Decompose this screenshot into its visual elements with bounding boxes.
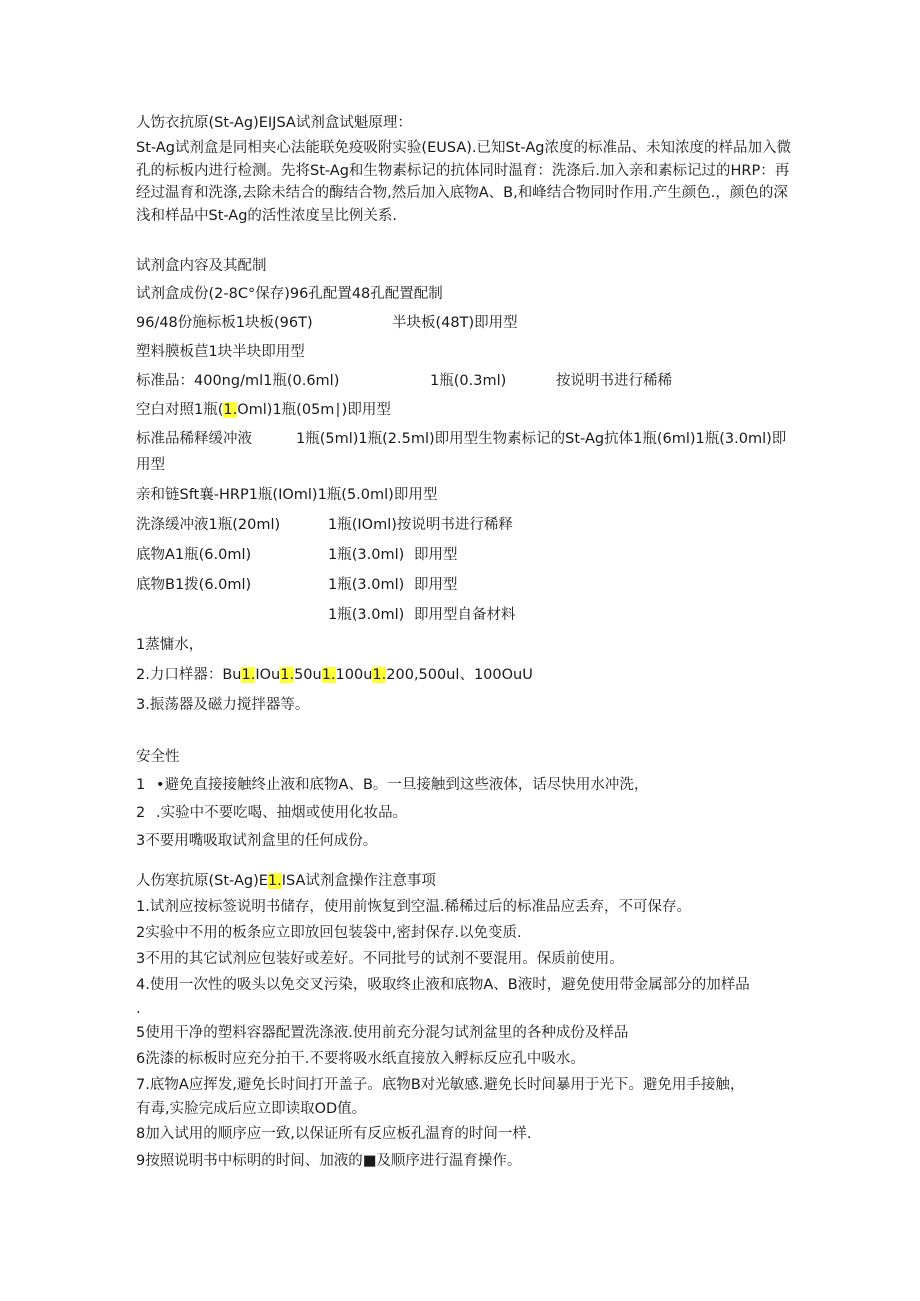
blank-text-post: Oml)1瓶(05m∣)即用型 (237, 402, 391, 418)
notes-title (136, 868, 796, 894)
notes-title-highlight: 1. (267, 873, 282, 889)
kit-row-substrate-b (136, 570, 796, 600)
kit-header-row: 试剂盒成份(2-8C°保存)96孔配置48孔配置配制 (136, 286, 443, 302)
kit-row-diluent (136, 425, 796, 454)
material-water: 1蒸慵水， (136, 637, 204, 653)
note-7-cont: 有毒,实脸完成后应立即读取OD值。 (136, 1101, 367, 1117)
pipette-part-5: 200,500ul、100OuU (386, 667, 533, 683)
kit-row-blank (136, 396, 796, 425)
safety-item-2 (136, 799, 796, 827)
document-page (136, 112, 796, 1174)
notes-title-pre: 人伤寒抗原(St-Ag)E (136, 873, 268, 889)
blank-highlight: 1. (223, 402, 238, 418)
note-8: 8加入试用的顺序应一致,以保证所有反应板孔温育的时间一样. (136, 1126, 532, 1142)
pipette-highlight-2: 1. (280, 667, 295, 683)
principle-title: 人饬衣抗原(St-Ag)EIJSA试剂盒试魁原理： (136, 115, 412, 131)
note-5: 5使用干净的塑料容器配置洗涤液.使用前充分混匀试剂盆里的各种成份及样品 (136, 1025, 629, 1041)
subB-cell-b: 1瓶(3.0ml) (328, 577, 405, 593)
pipette-part-1: 2.力口样器：Bu (136, 667, 242, 683)
pipette-part-3: 50u (294, 667, 322, 683)
wash-cell-a: 洗涤缓冲液1瓶(20ml) (136, 517, 281, 533)
plate-cell-b: 半块板(48T)即用型 (392, 315, 518, 331)
pipette-part-4: 100u (335, 667, 373, 683)
wash-cell-b: 1瓶(IOml)按说明书进行稀释 (328, 517, 513, 533)
safety-item-3: 3不要用嘴吸取试剂盒里的任何成份。 (136, 833, 378, 849)
kit-row-stop (136, 600, 796, 630)
standard-cell-b: 1瓶(0.3ml) (430, 373, 507, 389)
stop-cell-b: 1瓶(3.0ml) (328, 607, 405, 623)
note-4-cont: . (136, 1001, 141, 1017)
plate-cell-a: 96/48份施标板1块板(96T) (136, 315, 313, 331)
stop-cell-c: 即用型自备材料 (414, 607, 516, 623)
safety-title: 安全性 (136, 749, 180, 765)
subA-cell-c: 即用型 (414, 547, 458, 563)
pipette-part-2: IOu (255, 667, 281, 683)
standard-cell-c: 按说明书进行稀稀 (556, 373, 672, 389)
safety-item-2-text: .实验中不要吃喝、抽烟或使用化妆品。 (156, 805, 408, 821)
note-2: 2实验中不用的板条应立即放回包装袋中,密封保存.以免变质. (136, 925, 522, 941)
kit-row-hrp: 亲和链Sft襄-HRP1瓶(IOml)1瓶(5.0ml)即用型 (136, 487, 438, 503)
safety-item-1-num: 1 (136, 777, 146, 793)
standard-cell-a: 标准品：400ng∕ml1瓶(0.6ml) (136, 373, 340, 389)
principle-body: St-Ag试剂盒是同相夹心法能联免疫吸附实验(EUSA).已知St-Ag浓度的标准品、未知浓度的样品加入微孔的标板内进行检测。先将St-Ag和生物素标记的抗体同时温育：洗涤后.加入亲和素标记过的HRP：再经过温育和洗涤,去除未结合的酶结合物,然后加入底物A、B,和峰结合物同时作用.产生颜色.，颜色的深浅和样品中St-Ag的活性浓度呈比例关系. (136, 140, 791, 224)
diluent-cell-a: 标准品稀释缓冲液 (136, 431, 252, 447)
kit-row-wash (136, 510, 796, 540)
diluent-cell-b: 1瓶(5ml)1瓶(2.5ml)即用型生物素标记的St-Ag抗体1瓶(6ml)1瓶(3.0ml)即 (296, 431, 787, 447)
kit-row-diluent-cont: 用型 (136, 457, 165, 473)
blank-text-pre: 空白对照1瓶( (136, 402, 224, 418)
safety-item-1-text: •避免直接接触终止液和底物A、B。一旦接触到这些液体，话尽快用水冲洗， (156, 777, 649, 793)
kit-title: 试剂盒内容及其配制 (136, 258, 267, 274)
pipette-highlight-4: 1. (372, 667, 387, 683)
safety-item-1 (136, 771, 796, 799)
safety-item-2-num: 2 (136, 805, 146, 821)
note-1: 1.试剂应按标签说明书储存，使用前恢复到空温.稀稀过后的标准品应丢弃，不可保存。 (136, 899, 691, 915)
kit-row-substrate-a (136, 540, 796, 570)
subA-cell-b: 1瓶(3.0ml) (328, 547, 405, 563)
subA-cell-a: 底物A1瓶(6.0ml) (136, 547, 252, 563)
note-7: 7.底物A应挥发,避免长时间打开盖子。底物B对光敏感.避免长时间暴用于光下。避免用手接触， (136, 1077, 745, 1093)
material-shaker: 3.振荡器及磁力搅拌器等。 (136, 697, 310, 713)
pipette-highlight-1: 1. (241, 667, 256, 683)
pipette-highlight-3: 1. (321, 667, 336, 683)
material-pipette (136, 660, 796, 690)
note-4: 4.使用一次性的吸头以免交叉污染，吸取终止液和底物A、B液时，避免使用带金属部分的加样品 (136, 977, 750, 993)
notes-title-post: ISA试剂盒操作注意事项 (281, 873, 436, 889)
note-9: 9按照说明书中标明的时间、加液的■及顺序进行温育操作。 (136, 1153, 522, 1169)
note-6: 6洗漆的标板时应充分拍干.不要将吸水纸直接放入孵标反应孔中吸水。 (136, 1051, 585, 1067)
note-3: 3不用的其它试剂应包装好或差好。不同批号的试剂不要混用。保质前使用。 (136, 951, 624, 967)
kit-row-film: 塑料膜板苣1块半块即用型 (136, 344, 305, 360)
subB-cell-a: 底物B1拨(6.0ml) (136, 577, 252, 593)
kit-row-plate (136, 309, 796, 338)
subB-cell-c: 即用型 (414, 577, 458, 593)
kit-row-standard (136, 367, 796, 396)
